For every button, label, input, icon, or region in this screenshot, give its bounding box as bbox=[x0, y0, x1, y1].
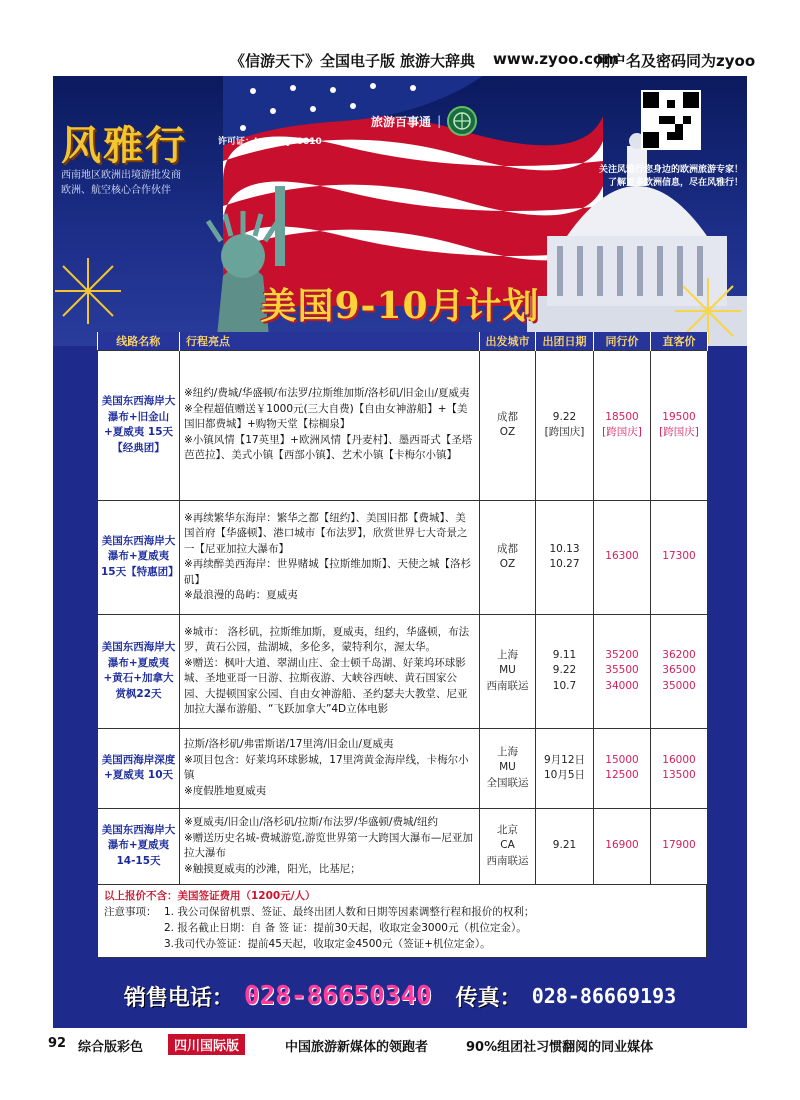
exclusion-text: 美国签证费用（1200元/人） bbox=[177, 889, 316, 902]
plan-title: 美国9-10月计划 bbox=[260, 285, 540, 327]
route-highlights: ※夏威夷/旧金山/洛杉矶/拉斯/布法罗/华盛顿/费城/纽约 ※赠送历史名城-费城游览,游览世界第一大跨国大瀑布—尼亚加拉大瀑布 ※触摸夏威夷的沙滩，阳光，比基尼； bbox=[180, 808, 480, 884]
notes-indent bbox=[104, 936, 164, 952]
retail-price: 16000 13500 bbox=[651, 728, 708, 808]
notes-item bbox=[104, 904, 700, 920]
departure-city: 成都 OZ bbox=[480, 350, 536, 500]
top-banner bbox=[0, 40, 800, 70]
slogan-line-1: 西南地区欧洲出境游批发商 bbox=[61, 170, 181, 181]
trade-price: 18500 [跨国庆] bbox=[594, 350, 651, 500]
departure-city: 上海 MU 西南联运 bbox=[480, 614, 536, 728]
table-row bbox=[98, 614, 708, 728]
table-header-row bbox=[98, 332, 708, 350]
retail-price: 36200 36500 35000 bbox=[651, 614, 708, 728]
brand-logo: 风雅行 bbox=[61, 122, 187, 169]
route-name: 美国东西海岸大瀑布+夏威夷+黄石+加拿大赏枫22天 bbox=[98, 614, 180, 728]
notes-item bbox=[104, 936, 700, 952]
route-name: 美国东西海岸大瀑布+夏威夷 14-15天 bbox=[98, 808, 180, 884]
page-footer bbox=[0, 1032, 800, 1056]
column-header: 行程亮点 bbox=[180, 332, 480, 350]
departure-city: 成都 OZ bbox=[480, 500, 536, 614]
table-row bbox=[98, 350, 708, 500]
magazine-title: 《信游天下》全国电子版 bbox=[230, 52, 396, 70]
trade-price: 35200 35500 34000 bbox=[594, 614, 651, 728]
brand-slogan bbox=[61, 168, 181, 198]
notes-item-text: 1. 我公司保留机票、签证、最终出团人数和日期等因素调整行程和报价的权利； bbox=[164, 905, 535, 918]
departure-city: 北京 CA 西南联运 bbox=[480, 808, 536, 884]
departure-date: 9月12日 10月5日 bbox=[536, 728, 594, 808]
trade-price: 15000 12500 bbox=[594, 728, 651, 808]
follow-text bbox=[593, 164, 743, 190]
table-row bbox=[98, 808, 708, 884]
route-name: 美国东西海岸大瀑布+夏威夷15天【特惠团】 bbox=[98, 500, 180, 614]
column-header: 同行价 bbox=[594, 332, 651, 350]
trade-price: 16300 bbox=[594, 500, 651, 614]
contact-bar bbox=[53, 976, 747, 1016]
itinerary-table-container bbox=[97, 332, 707, 958]
route-highlights: 拉斯/洛杉矶/弗雷斯诺/17里湾/旧金山/夏威夷 ※项目包含：好莱坞环球影城，17里湾黄金海岸线，卡梅尔小镇 ※度假胜地夏威夷 bbox=[180, 728, 480, 808]
edition-badge: 四川国际版 bbox=[168, 1034, 245, 1055]
partner-name: 旅游百事通 bbox=[371, 114, 432, 129]
follow-line-1: 关注风雅行您身边的欧洲旅游专家！ bbox=[598, 165, 743, 175]
notes-item bbox=[104, 920, 700, 936]
fax-number: 028-86669193 bbox=[531, 984, 677, 1008]
hero-banner bbox=[53, 76, 747, 346]
route-highlights: ※再续繁华东海岸：繁华之都【纽约】、美国旧都【费城】、美国首府【华盛顿】、港口城市【布法罗】，欣赏世界七大奇景之一【尼亚加拉大瀑布】 ※再续醉美西海岸：世界赌城【拉斯维加斯】、天使之城【洛杉矶】 ※最浪漫的岛屿：夏威夷 bbox=[180, 500, 480, 614]
login-note: 用户名及密码同为zyoo bbox=[596, 52, 756, 70]
retail-price: 17300 bbox=[651, 500, 708, 614]
fax-label: 传真： bbox=[455, 985, 522, 1011]
advertisement-poster bbox=[53, 76, 747, 1028]
separator-icon: | bbox=[437, 114, 442, 128]
footer-slogan-1: 中国旅游新媒体的领跑者 bbox=[285, 1040, 429, 1055]
notes-indent bbox=[104, 920, 164, 936]
column-header: 出团日期 bbox=[536, 332, 594, 350]
retail-price: 19500 [跨国庆] bbox=[651, 350, 708, 500]
footer-slogan-2: 90%组团社习惯翻阅的同业媒体 bbox=[466, 1040, 654, 1055]
globe-logo-icon bbox=[447, 106, 477, 136]
itinerary-table bbox=[97, 332, 708, 885]
route-highlights: ※纽约/费城/华盛顿/布法罗/拉斯维加斯/洛杉矶/旧金山/夏威夷 ※全程超值赠送￥1000元(三大自费)【自由女神游船】+【美国旧都费城】+购物天堂【棕榈泉】 ※小镇风情【17英里】+欧洲风情【丹麦村】、墨西哥式【圣塔芭芭拉】、美式小镇【西部小镇】、艺术小镇【卡梅尔小镇】 bbox=[180, 350, 480, 500]
departure-date: 9.21 bbox=[536, 808, 594, 884]
license-number: 许可证：L-SC-CJ00010 bbox=[218, 137, 322, 147]
notes-item-text: 2. 报名截止日期：自 备 签 证：提前30天起，收取定金3000元（机位定金）。 bbox=[164, 921, 527, 934]
notes-label: 注意事项： bbox=[104, 905, 157, 918]
price-exclusion bbox=[104, 888, 700, 904]
website-link[interactable]: www.zyoo.com bbox=[493, 50, 619, 68]
exclusion-label: 以上报价不含： bbox=[104, 889, 178, 902]
sales-phone[interactable]: 028-86650340 bbox=[243, 981, 432, 1011]
dictionary-title: 旅游大辞典 bbox=[400, 52, 476, 70]
departure-city: 上海 MU 全国联运 bbox=[480, 728, 536, 808]
column-header: 直客价 bbox=[651, 332, 708, 350]
partner-brand bbox=[371, 106, 477, 136]
notes-item-text: 3.我司代办签证：提前45天起，收取定金4500元（签证+机位定金）。 bbox=[164, 937, 491, 950]
route-name: 美国西海岸深度+夏威夷 10天 bbox=[98, 728, 180, 808]
column-header: 出发城市 bbox=[480, 332, 536, 350]
follow-line-2: 了解更多欧洲信息，尽在风雅行！ bbox=[607, 178, 743, 188]
table-row bbox=[98, 728, 708, 808]
notes-section bbox=[97, 885, 707, 958]
route-highlights: ※城市： 洛杉矶，拉斯维加斯，夏威夷，纽约，华盛顿，布法罗，黄石公园，盐湖城，多伦多，蒙特利尔，渥太华。 ※赠送：枫叶大道、翠湖山庄、金士顿千岛湖、好莱坞环球影城、圣地亚哥一日游、拉斯夜游、大峡谷西峡、黄石国家公园、大提顿国家公园、自由女神游船、圣约瑟夫大教堂、尼亚加拉大瀑布游船、“飞跃加拿大”4D立体电影 bbox=[180, 614, 480, 728]
departure-date: 9.22 [跨国庆] bbox=[536, 350, 594, 500]
section-name: 综合版彩色 bbox=[78, 1040, 144, 1055]
slogan-line-2: 欧洲、航空核心合作伙伴 bbox=[61, 185, 171, 196]
sales-label: 销售电话： bbox=[123, 985, 234, 1011]
qr-code-icon[interactable] bbox=[641, 90, 701, 150]
retail-price: 17900 bbox=[651, 808, 708, 884]
column-header: 线路名称 bbox=[98, 332, 180, 350]
departure-date: 10.13 10.27 bbox=[536, 500, 594, 614]
table-row bbox=[98, 500, 708, 614]
page-number: 92 bbox=[48, 1036, 67, 1051]
departure-date: 9.11 9.22 10.7 bbox=[536, 614, 594, 728]
route-name: 美国东西海岸大瀑布+旧金山+夏威夷 15天【经典团】 bbox=[98, 350, 180, 500]
trade-price: 16900 bbox=[594, 808, 651, 884]
